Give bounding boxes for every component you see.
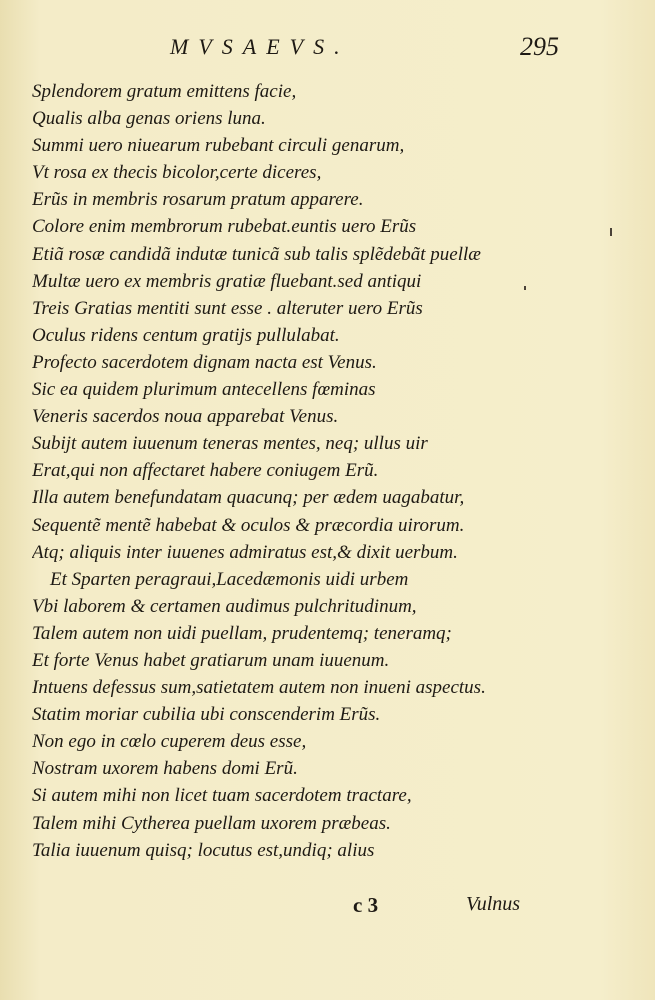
verse-line: Summi uero niuearum rubebant circuli genarum, (32, 135, 405, 157)
verse-line: Subijt autem iuuenum teneras mentes, neq; ullus uir (32, 433, 428, 455)
verse-line: Illa autem benefundatam quacunq; per ædem uagabatur, (32, 487, 465, 509)
margin-mark (524, 286, 526, 290)
verse-line: Sequentẽ mentẽ habebat & oculos & præcordia uirorum. (32, 514, 465, 536)
verse-line: Multæ uero ex membris gratiæ fluebant.sed antiqui (32, 270, 422, 292)
verse-line: Veneris sacerdos noua apparebat Venus. (32, 406, 339, 428)
verse-line: Etiã rosæ candidã indutæ tunicã sub talis splẽdebãt puellæ (32, 243, 481, 265)
verse-line: Nostram uxorem habens domi Erũ. (32, 758, 298, 780)
verse-line: Vt rosa ex thecis bicolor,certe diceres, (32, 162, 322, 184)
verse-line: Vbi laborem & certamen audimus pulchritudinum, (32, 595, 417, 617)
verse-line: Talia iuuenum quisq; locutus est,undiq; alius (32, 839, 375, 861)
verse-line: Statim moriar cubilia ubi conscenderim Erũs. (32, 704, 381, 726)
verse-line: Si autem mihi non licet tuam sacerdotem tractare, (32, 785, 412, 807)
margin-mark (610, 228, 612, 236)
page-number: 295 (520, 32, 559, 61)
verse-line: Qualis alba genas oriens luna. (32, 108, 266, 130)
signature-mark: c 3 (353, 893, 379, 917)
verse-line: Et forte Venus habet gratiarum unam iuuenum. (32, 649, 390, 671)
verse-text (32, 78, 542, 864)
verse-line: Non ego in cœlo cuperem deus esse, (32, 731, 307, 753)
verse-line: Et Sparten peragraui,Lacedæmonis uidi urbem (50, 568, 409, 590)
verse-line: Oculus ridens centum gratijs pullulabat. (32, 324, 340, 346)
verse-line: Talem autem non uidi puellam, prudentemq; teneramq; (32, 622, 452, 644)
catchword: Vulnus (466, 893, 521, 915)
verse-line: Profecto sacerdotem dignam nacta est Venus. (32, 351, 377, 373)
verse-line: Colore enim membrorum rubebat.euntis uero Erũs (32, 216, 417, 238)
running-head: MVSAEVS. (170, 34, 350, 59)
verse-line: Intuens defessus sum,satietatem autem non inueni aspectus. (32, 677, 486, 699)
verse-line: Splendorem gratum emittens facie, (32, 81, 297, 102)
verse-line: Talem mihi Cytherea puellam uxorem præbeas. (32, 812, 391, 834)
verse-line: Sic ea quidem plurimum antecellens fœminas (32, 379, 376, 401)
verse-line: Erat,qui non affectaret habere coniugem Erũ. (32, 460, 379, 482)
verse-line: Treis Gratias mentiti sunt esse . alteruter uero Erũs (32, 297, 423, 319)
verse-line: Erũs in membris rosarum pratum apparere. (32, 189, 364, 211)
verse-line: Atq; aliquis inter iuuenes admiratus est,& dixit uerbum. (32, 541, 458, 563)
